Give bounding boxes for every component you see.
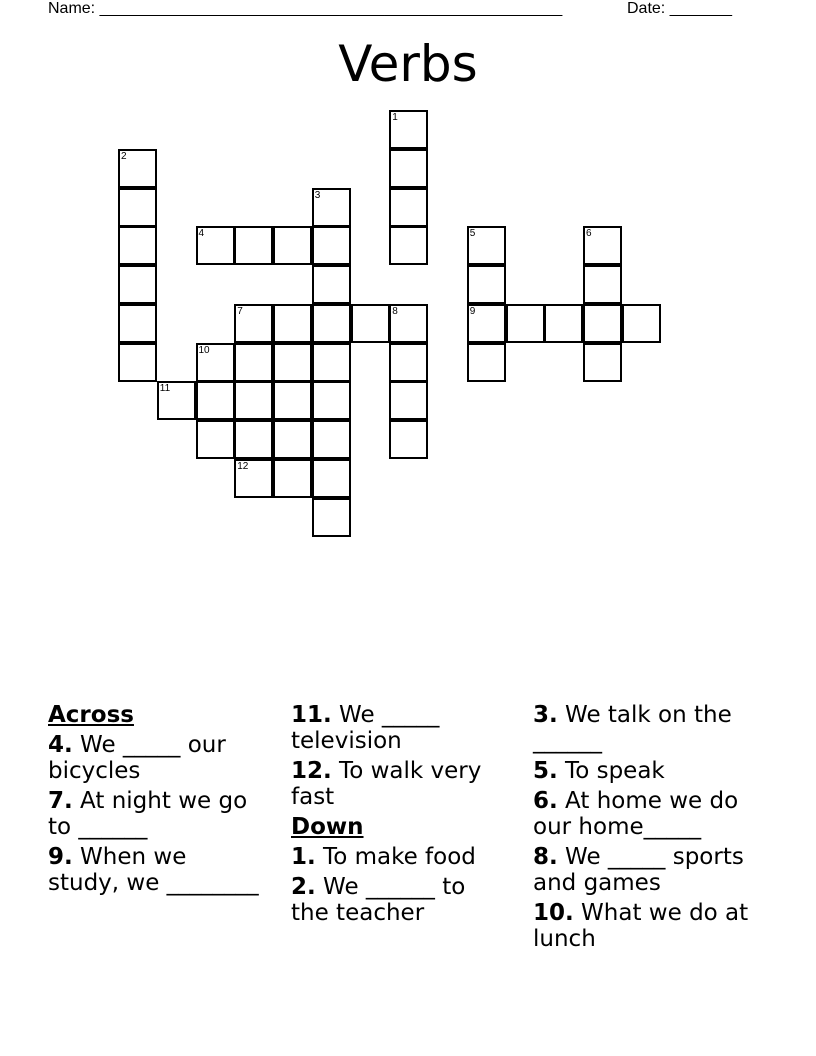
crossword-cell[interactable] [196,381,235,420]
clue-item [48,844,263,896]
crossword-cell[interactable] [273,420,312,459]
clue-text: To speak [557,758,665,784]
clue-number: 12 [237,460,249,472]
clue-item [533,702,773,754]
clue-number: 10 [198,344,210,356]
crossword-cell-4[interactable] [196,226,235,265]
crossword-cell[interactable] [467,265,506,304]
crossword-cell[interactable] [544,304,583,343]
clue-number-label: 6. [533,788,558,814]
crossword-cell-2[interactable] [118,149,157,188]
crossword-cell-3[interactable] [312,188,351,227]
crossword-cell[interactable] [118,265,157,304]
down-clue-list-2 [533,702,773,952]
crossword-cell-5[interactable] [467,226,506,265]
crossword-cell[interactable] [467,343,506,382]
crossword-cell[interactable] [351,304,390,343]
crossword-cell[interactable] [273,304,312,343]
clue-number-label: 4. [48,732,73,758]
crossword-cell[interactable] [312,498,351,537]
crossword-cell[interactable] [234,343,273,382]
crossword-cell-1[interactable] [389,110,428,149]
crossword-cell[interactable] [312,459,351,498]
clue-text: At night we go to ______ [48,788,248,840]
crossword-cell-10[interactable] [196,343,235,382]
crossword-cell-9[interactable] [467,304,506,343]
clue-item [48,732,263,784]
across-header: Across [48,702,134,728]
crossword-cell-11[interactable] [157,381,196,420]
clue-number: 5 [469,228,476,240]
across-clue-list-1 [48,732,263,896]
crossword-cell[interactable] [118,226,157,265]
crossword-cell-6[interactable] [583,226,622,265]
name-field-label: Name: ____________________________________________________ [48,0,563,17]
down-header: Down [291,814,364,840]
clue-text: We _____ our bicycles [48,732,226,784]
clue-number-label: 1. [291,844,316,870]
clue-number: 1 [392,112,398,123]
clue-text: We _____ sports and games [533,844,744,896]
crossword-cell[interactable] [389,188,428,227]
clue-item [291,844,506,870]
clue-text: We talk on the ______ [533,702,732,754]
crossword-cell[interactable] [389,381,428,420]
clue-column-3 [533,702,773,956]
crossword-cell[interactable] [583,343,622,382]
clue-item [291,702,506,754]
clue-text: We _____ television [291,702,440,754]
clue-number: 2 [121,150,127,162]
clue-number-label: 3. [533,702,558,728]
crossword-cell[interactable] [622,304,661,343]
clue-number: 6 [586,228,592,240]
clue-item [291,874,506,926]
clue-item [48,788,263,840]
crossword-cell[interactable] [234,420,273,459]
clue-text: What we do at lunch [533,900,749,952]
clue-column-2 [291,702,506,930]
clue-number: 4 [198,228,205,240]
crossword-cell[interactable] [196,420,235,459]
crossword-cell[interactable] [312,343,351,382]
crossword-cell[interactable] [312,265,351,304]
clue-item [291,758,506,810]
page-title: Verbs [338,35,478,93]
crossword-cell-7[interactable] [234,304,273,343]
clue-number-label: 9. [48,844,73,870]
clue-text: When we study, we ________ [48,844,259,896]
clue-text: To make food [315,844,476,870]
clue-number: 7 [237,305,243,317]
crossword-cell[interactable] [389,226,428,265]
clue-column-1 [48,702,263,900]
crossword-cell[interactable] [234,381,273,420]
clue-item [533,900,773,952]
across-clue-list-2 [291,702,506,810]
clue-number-label: 5. [533,758,558,784]
crossword-cell[interactable] [389,420,428,459]
crossword-cell[interactable] [506,304,545,343]
clue-item [533,758,773,784]
clue-number-label: 12. [291,758,332,784]
clue-number-label: 7. [48,788,73,814]
crossword-cell-12[interactable] [234,459,273,498]
crossword-cell[interactable] [389,149,428,188]
clue-text: We ______ to the teacher [291,874,466,926]
clue-number-label: 8. [533,844,558,870]
crossword-cell[interactable] [118,343,157,382]
crossword-cell[interactable] [389,343,428,382]
clue-number: 9 [469,305,476,317]
crossword-cell[interactable] [273,459,312,498]
crossword-cell[interactable] [312,304,351,343]
clue-number: 8 [392,305,398,317]
down-clue-list-1 [291,844,506,926]
crossword-cell[interactable] [273,226,312,265]
crossword-cell[interactable] [273,343,312,382]
clue-item [533,788,773,840]
crossword-cell[interactable] [118,188,157,227]
clue-number: 11 [159,383,171,395]
crossword-cell-8[interactable] [389,304,428,343]
crossword-cell[interactable] [118,304,157,343]
crossword-cell[interactable] [583,265,622,304]
clue-number: 3 [314,189,321,201]
clue-text: To walk very fast [291,758,482,810]
clue-number-label: 2. [291,874,316,900]
clue-number-label: 10. [533,900,574,926]
clue-item [533,844,773,896]
clue-text: At home we do our home_____ [533,788,739,840]
crossword-cell[interactable] [583,304,622,343]
crossword-cell[interactable] [273,381,312,420]
crossword-cell[interactable] [234,226,273,265]
crossword-cell[interactable] [312,226,351,265]
date-field-label: Date: _______ [627,0,732,17]
crossword-cell[interactable] [312,420,351,459]
crossword-cell[interactable] [312,381,351,420]
clue-number-label: 11. [291,702,332,728]
